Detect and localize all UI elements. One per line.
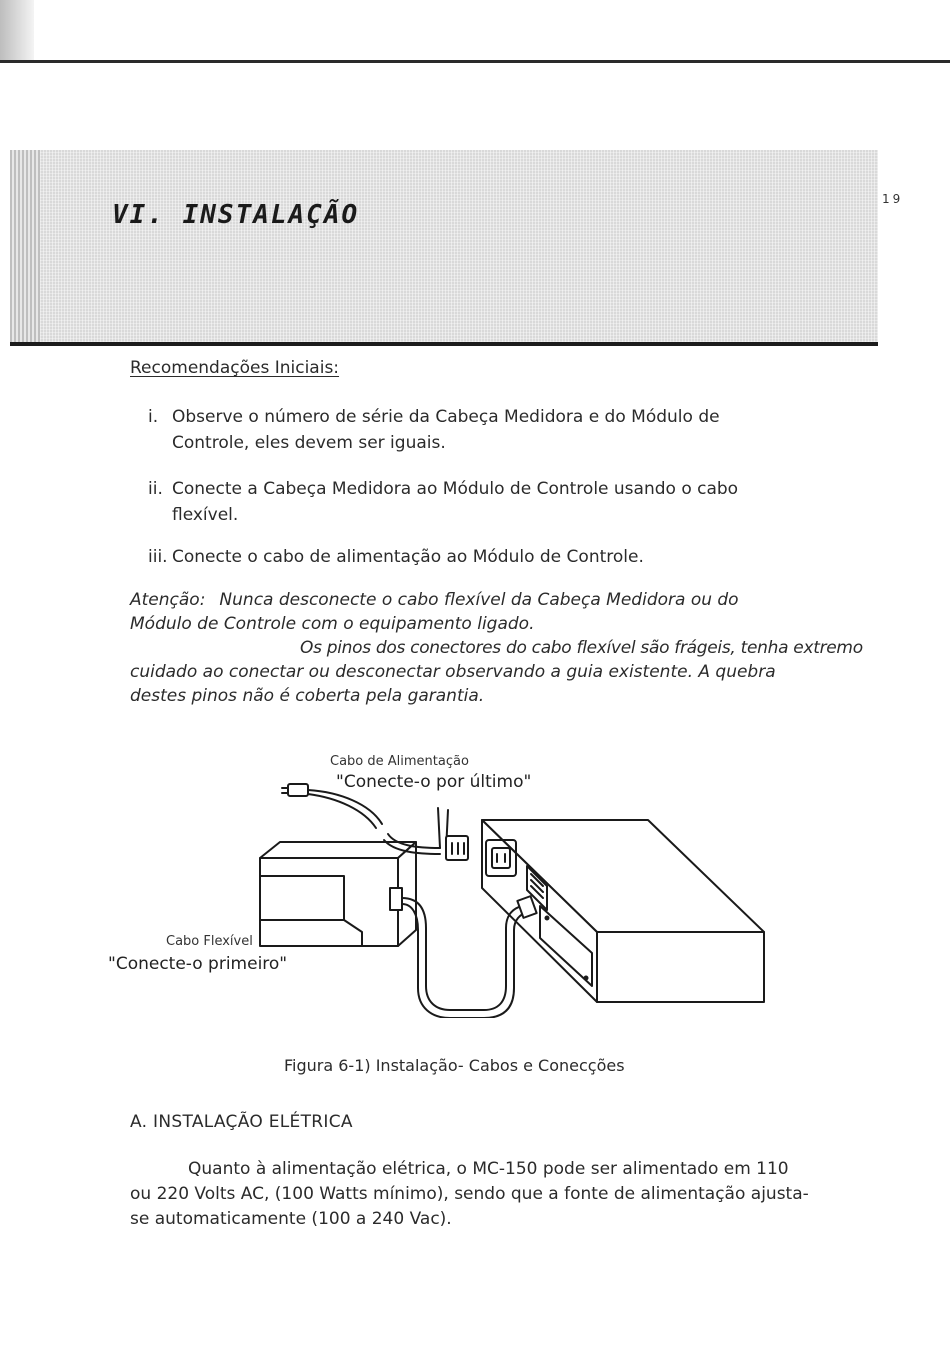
installation-figure bbox=[100, 748, 790, 1018]
electrical-heading: A. INSTALAÇÃO ELÉTRICA bbox=[130, 1112, 353, 1132]
warning-text: cuidado ao conectar ou desconectar observando a guia existente. A quebra bbox=[130, 662, 776, 682]
recommendations-heading: Recomendações Iniciais: bbox=[130, 358, 340, 378]
warning-text: destes pinos não é coberta pela garantia. bbox=[130, 686, 485, 706]
list-item-text: Conecte o cabo de alimentação ao Módulo de Controle. bbox=[172, 547, 644, 567]
flex-cable-label: Cabo Flexível bbox=[166, 934, 253, 949]
power-cable-label: Cabo de Alimentação bbox=[330, 754, 469, 769]
banner-rule bbox=[10, 342, 878, 346]
list-item bbox=[148, 544, 838, 570]
list-item-number: iii. bbox=[148, 547, 168, 567]
list-item-number: ii. bbox=[148, 479, 163, 499]
power-cable-note: "Conecte-o por último" bbox=[336, 772, 532, 792]
warning-note bbox=[130, 588, 870, 708]
chapter-banner bbox=[10, 150, 878, 342]
figure-caption: Figura 6-1) Instalação- Cabos e Conecções bbox=[284, 1056, 625, 1075]
page-number: 19 bbox=[882, 192, 904, 206]
warning-text: Nunca desconecte o cabo flexível da Cabeça Medidora ou do bbox=[219, 590, 739, 610]
paragraph-line: Quanto à alimentação elétrica, o MC-150 pode ser alimentado em 110 bbox=[188, 1159, 789, 1179]
list-item-text: Conecte a Cabeça Medidora ao Módulo de Controle usando o cabo bbox=[172, 479, 739, 499]
top-rule bbox=[0, 60, 950, 63]
list-item-number: i. bbox=[148, 407, 159, 427]
warning-text: Módulo de Controle com o equipamento ligado. bbox=[130, 614, 535, 634]
scan-shadow bbox=[0, 0, 34, 60]
warning-label: Atenção: bbox=[130, 590, 206, 610]
chapter-title: VI. INSTALAÇÃO bbox=[112, 200, 360, 230]
electrical-paragraph bbox=[130, 1157, 870, 1232]
list-item bbox=[148, 404, 838, 456]
banner-stripes bbox=[10, 150, 40, 342]
list-item bbox=[148, 476, 838, 528]
paragraph-line: se automaticamente (100 a 240 Vac). bbox=[130, 1209, 452, 1229]
flex-cable-note: "Conecte-o primeiro" bbox=[108, 954, 288, 974]
list-item-text: Controle, eles devem ser iguais. bbox=[172, 433, 446, 453]
paragraph-line: ou 220 Volts AC, (100 Watts mínimo), sendo que a fonte de alimentação ajusta- bbox=[130, 1184, 809, 1204]
list-item-text: flexível. bbox=[172, 505, 239, 525]
list-item-text: Observe o número de série da Cabeça Medidora e do Módulo de bbox=[172, 407, 720, 427]
warning-text: Os pinos dos conectores do cabo flexível são frágeis, tenha extremo bbox=[300, 638, 863, 658]
